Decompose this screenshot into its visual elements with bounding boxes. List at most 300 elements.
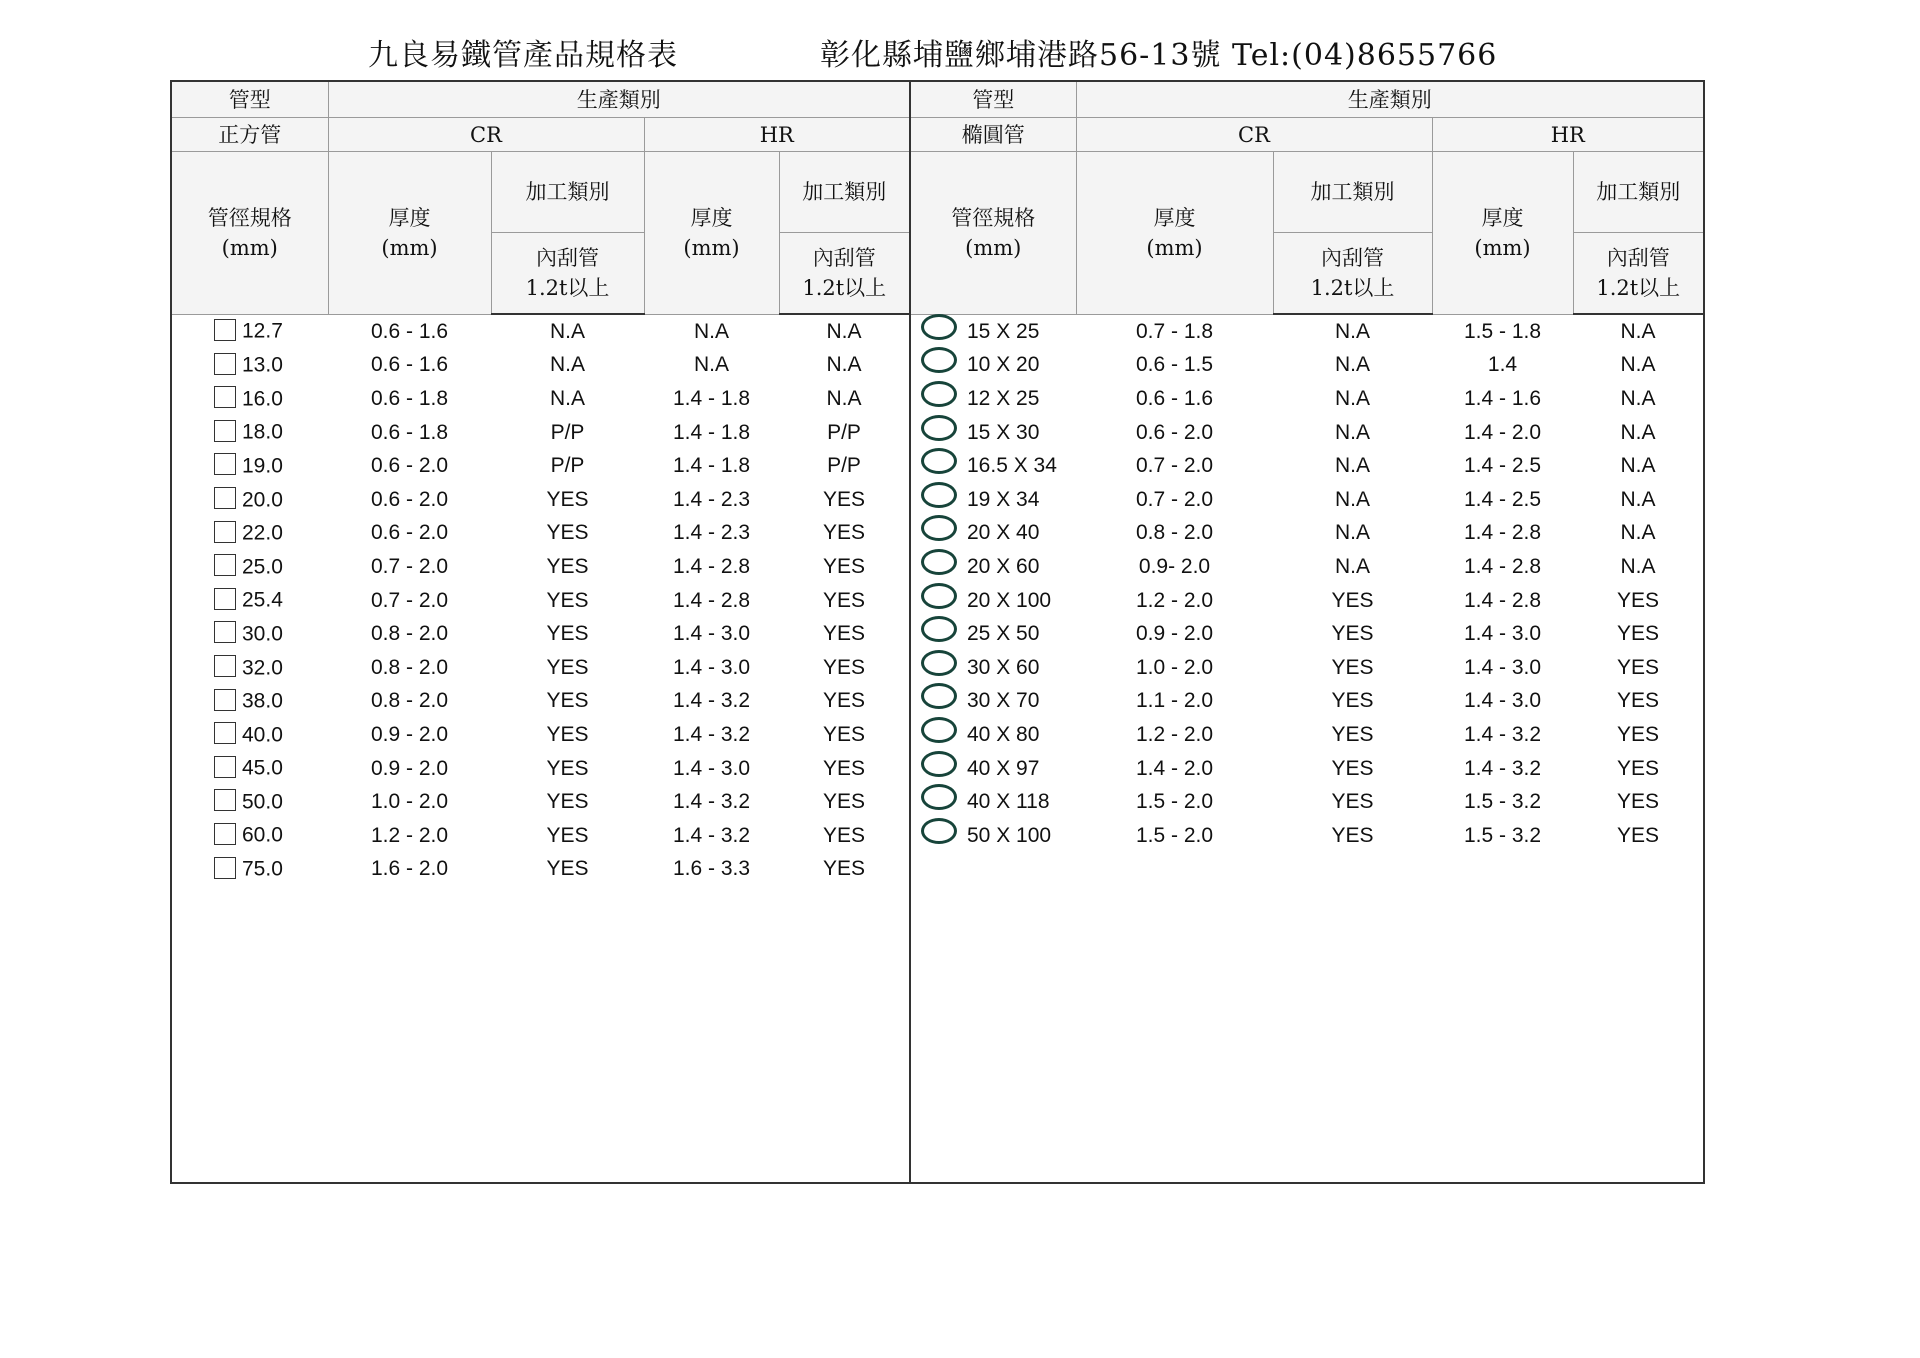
cr-thickness-cell: 0.7 - 1.8 xyxy=(1135,319,1214,343)
cr-inner-scraped-cell: YES xyxy=(546,588,589,612)
square-size-value: 19.0 xyxy=(242,454,283,478)
cr-thickness-cell: 1.6 - 2.0 xyxy=(370,857,449,881)
oval-size-value: 25 X 50 xyxy=(967,622,1040,646)
oval-outline-icon xyxy=(921,549,957,575)
oval-size-cell xyxy=(910,584,1076,618)
cr-thickness-cell: 0.8 - 2.0 xyxy=(370,622,449,646)
cr-thickness-cell: 0.8 - 2.0 xyxy=(370,689,449,713)
oval-outline-icon xyxy=(921,818,957,844)
oval-outline-icon xyxy=(921,784,957,810)
production-category-header: 生產類別 xyxy=(328,81,910,118)
hr-thickness-cell: 1.4 - 3.2 xyxy=(1463,756,1542,780)
table-header xyxy=(171,81,1704,314)
oval-size-cell xyxy=(910,416,1076,450)
cr-thickness-cell: 0.9 - 2.0 xyxy=(370,722,449,746)
hr-inner-scraped-cell: YES xyxy=(822,622,866,646)
inner-scraped-label: 內刮管 xyxy=(1321,246,1384,270)
pipe-size-label: 管徑規格 xyxy=(207,205,292,230)
oval-size-cell xyxy=(910,483,1076,517)
hr-thickness-cell: 1.4 xyxy=(1487,353,1518,377)
oval-size-value: 15 X 30 xyxy=(967,420,1040,444)
empty-cell xyxy=(644,886,779,1183)
hr-thickness-cell: 1.5 - 3.2 xyxy=(1463,823,1542,847)
oval-outline-icon xyxy=(921,448,957,474)
table-row xyxy=(171,651,1704,685)
cr-inner-scraped-cell: YES xyxy=(546,722,589,746)
table-row xyxy=(171,617,1704,651)
hr-thickness-cell: 1.4 - 3.2 xyxy=(1463,722,1542,746)
square-outline-icon xyxy=(214,521,236,543)
hr-inner-scraped-cell: YES xyxy=(1616,756,1660,780)
hr-thickness-cell: 1.4 - 1.8 xyxy=(672,454,751,478)
hr-inner-scraped-cell: YES xyxy=(822,554,866,578)
square-size-cell xyxy=(171,517,328,551)
oval-size-cell xyxy=(910,349,1076,383)
square-outline-icon xyxy=(214,453,236,475)
pipe-size-header xyxy=(171,152,328,315)
empty-cell xyxy=(171,886,328,1183)
square-size-value: 18.0 xyxy=(242,420,283,444)
square-size-value: 50.0 xyxy=(242,790,283,814)
cr-inner-scraped-cell: YES xyxy=(1331,588,1374,612)
cr-processing-header: 加工類別 xyxy=(491,152,644,233)
oval-size-cell xyxy=(910,651,1076,685)
thickness-label: 厚度 xyxy=(1481,205,1524,230)
square-size-cell xyxy=(171,349,328,383)
hr-inner-scraped-cell: YES xyxy=(1616,588,1660,612)
oval-size-value: 12 X 25 xyxy=(967,386,1040,410)
cr-inner-scraped-cell: YES xyxy=(546,689,589,713)
square-size-value: 13.0 xyxy=(242,353,283,377)
square-outline-icon xyxy=(214,554,236,576)
oval-size-value: 19 X 34 xyxy=(967,487,1040,511)
hr-inner-scraped-cell: YES xyxy=(1616,622,1660,646)
cr-inner-scraped-cell: YES xyxy=(1331,756,1374,780)
square-size-value: 38.0 xyxy=(242,689,283,713)
hr-thickness-cell: 1.4 - 2.8 xyxy=(1463,554,1542,578)
empty-cell xyxy=(1432,886,1573,1183)
hr-inner-scraped-cell: N.A xyxy=(1620,554,1656,578)
square-size-value: 22.0 xyxy=(242,521,283,545)
hr-thickness-cell: 1.4 - 3.2 xyxy=(672,823,751,847)
square-pipe-label: 正方管 xyxy=(171,118,328,152)
square-outline-icon xyxy=(214,689,236,711)
hr-thickness-cell: 1.4 - 3.2 xyxy=(672,790,751,814)
hr-inner-scraped-cell: YES xyxy=(1616,722,1660,746)
table-row xyxy=(171,685,1704,719)
inner-scraped-header xyxy=(779,233,910,315)
hr-thickness-cell: 1.4 - 3.0 xyxy=(1463,622,1542,646)
page-title xyxy=(0,36,1920,78)
cr-inner-scraped-cell: N.A xyxy=(1334,319,1370,343)
cr-thickness-cell: 0.7 - 2.0 xyxy=(370,588,449,612)
cr-thickness-cell: 0.6 - 1.8 xyxy=(370,420,449,444)
hr-thickness-cell: N.A xyxy=(693,353,729,377)
oval-size-cell xyxy=(910,449,1076,483)
table-row xyxy=(171,584,1704,618)
oval-size-cell xyxy=(910,819,1076,853)
hr-thickness-cell: 1.4 - 2.3 xyxy=(672,521,751,545)
cr-thickness-cell: 1.0 - 2.0 xyxy=(1135,655,1214,679)
oval-size-value: 50 X 100 xyxy=(967,823,1052,847)
unit-label: (mm) xyxy=(1474,235,1531,260)
oval-size-value: 40 X 97 xyxy=(967,756,1040,780)
oval-outline-icon xyxy=(921,515,957,541)
unit-label: (mm) xyxy=(683,235,740,260)
square-size-cell xyxy=(171,416,328,450)
table-row xyxy=(171,483,1704,517)
oval-size-cell xyxy=(910,382,1076,416)
cr-inner-scraped-cell: YES xyxy=(546,622,589,646)
square-size-cell xyxy=(171,584,328,618)
oval-size-cell xyxy=(910,617,1076,651)
square-outline-icon xyxy=(214,789,236,811)
thickness-label: 厚度 xyxy=(1153,205,1196,230)
cr-thickness-cell: 0.9- 2.0 xyxy=(1138,554,1211,578)
square-size-cell xyxy=(171,550,328,584)
cr-thickness-cell: 0.8 - 2.0 xyxy=(370,655,449,679)
cr-thickness-cell: 1.5 - 2.0 xyxy=(1135,790,1214,814)
cr-thickness-cell: 1.2 - 2.0 xyxy=(370,823,449,847)
cr-thickness-cell: 0.6 - 2.0 xyxy=(1135,420,1214,444)
hr-thickness-header xyxy=(644,152,779,315)
oval-outline-icon xyxy=(921,347,957,373)
empty-cell xyxy=(491,886,644,1183)
table-body xyxy=(171,314,1704,1183)
thickness-label: 厚度 xyxy=(690,205,733,230)
hr-thickness-cell: 1.4 - 3.0 xyxy=(672,622,751,646)
hr-thickness-cell: 1.4 - 2.3 xyxy=(672,487,751,511)
square-size-value: 75.0 xyxy=(242,857,283,881)
cr-inner-scraped-cell: N.A xyxy=(549,353,585,377)
oval-size-cell xyxy=(910,685,1076,719)
oval-size-value: 40 X 118 xyxy=(967,790,1050,814)
empty-cell xyxy=(910,886,1076,1183)
hr-thickness-cell: 1.4 - 3.2 xyxy=(672,689,751,713)
hr-inner-scraped-cell: N.A xyxy=(1620,454,1656,478)
hr-inner-scraped-cell: YES xyxy=(1616,823,1660,847)
hr-inner-scraped-cell: N.A xyxy=(1620,319,1656,343)
cr-inner-scraped-cell: YES xyxy=(1331,689,1374,713)
square-outline-icon xyxy=(214,319,236,341)
square-size-value: 60.0 xyxy=(242,823,283,847)
oval-outline-icon xyxy=(921,415,957,441)
hr-thickness-cell: 1.6 - 3.3 xyxy=(672,857,751,881)
cr-thickness-cell: 0.9 - 2.0 xyxy=(1135,622,1214,646)
table-row xyxy=(171,449,1704,483)
square-size-value: 32.0 xyxy=(242,655,283,679)
empty-cell xyxy=(1273,886,1432,1183)
square-size-cell xyxy=(171,449,328,483)
cr-thickness-cell: 1.0 - 2.0 xyxy=(370,790,449,814)
cr-thickness-cell: 0.9 - 2.0 xyxy=(370,756,449,780)
cr-thickness-cell: 1.4 - 2.0 xyxy=(1135,756,1214,780)
square-outline-icon xyxy=(214,655,236,677)
square-outline-icon xyxy=(214,857,236,879)
table-row xyxy=(171,382,1704,416)
table-row xyxy=(171,416,1704,450)
hr-inner-scraped-cell xyxy=(1573,853,1704,887)
square-size-value: 30.0 xyxy=(242,622,283,646)
hr-inner-scraped-cell: YES xyxy=(822,655,866,679)
table-row xyxy=(171,349,1704,383)
oval-outline-icon xyxy=(921,751,957,777)
cr-thickness-cell: 0.6 - 1.6 xyxy=(1135,386,1214,410)
cr-thickness-cell: 0.6 - 1.5 xyxy=(1135,353,1214,377)
hr-thickness-cell: 1.4 - 3.0 xyxy=(672,655,751,679)
pipe-size-header xyxy=(910,152,1076,315)
cr-thickness-cell: 1.5 - 2.0 xyxy=(1135,823,1214,847)
square-size-cell xyxy=(171,785,328,819)
oval-size-cell xyxy=(910,314,1076,349)
oval-outline-icon xyxy=(921,683,957,709)
hr-thickness-cell: 1.4 - 3.0 xyxy=(672,756,751,780)
unit-label: (mm) xyxy=(221,235,278,260)
cr-thickness-cell: 0.6 - 1.6 xyxy=(370,353,449,377)
hr-inner-scraped-cell: P/P xyxy=(827,454,861,478)
oval-size-cell xyxy=(910,752,1076,786)
cr-inner-scraped-cell: YES xyxy=(1331,622,1374,646)
oval-size-value: 20 X 60 xyxy=(967,554,1040,578)
square-outline-icon xyxy=(214,353,236,375)
table-row xyxy=(171,314,1704,349)
cr-header: CR xyxy=(1076,118,1432,152)
hr-inner-scraped-cell: N.A xyxy=(1620,487,1656,511)
cr-inner-scraped-cell: N.A xyxy=(1334,521,1370,545)
hr-inner-scraped-cell: YES xyxy=(822,857,866,881)
square-size-cell xyxy=(171,382,328,416)
hr-header: HR xyxy=(644,118,910,152)
cr-header: CR xyxy=(328,118,644,152)
cr-inner-scraped-cell: N.A xyxy=(1334,487,1370,511)
hr-thickness-cell: 1.4 - 2.8 xyxy=(672,554,751,578)
hr-inner-scraped-cell: YES xyxy=(822,521,866,545)
oval-size-value: 30 X 70 xyxy=(967,689,1040,713)
thickness-min-label: 1.2t以上 xyxy=(1310,276,1395,300)
cr-inner-scraped-cell: N.A xyxy=(549,386,585,410)
hr-inner-scraped-cell: YES xyxy=(822,487,866,511)
square-size-cell xyxy=(171,853,328,887)
cr-thickness-header xyxy=(1076,152,1273,315)
cr-inner-scraped-cell: YES xyxy=(546,655,589,679)
hr-thickness-cell: 1.4 - 1.6 xyxy=(1463,386,1542,410)
empty-space xyxy=(171,886,1704,1183)
cr-inner-scraped-cell: N.A xyxy=(1334,353,1370,377)
oval-size-cell xyxy=(910,718,1076,752)
empty-cell xyxy=(1573,886,1704,1183)
company-title: 九良易鐵管產品規格表 xyxy=(368,38,678,73)
oval-size-cell xyxy=(910,785,1076,819)
square-outline-icon xyxy=(214,823,236,845)
hr-thickness-cell: 1.4 - 2.0 xyxy=(1463,420,1542,444)
hr-thickness-header xyxy=(1432,152,1573,315)
unit-label: (mm) xyxy=(381,235,438,260)
cr-inner-scraped-cell: YES xyxy=(1331,790,1374,814)
hr-thickness-cell: N.A xyxy=(693,319,729,343)
square-size-value: 25.4 xyxy=(242,588,283,612)
cr-thickness-cell: 1.2 - 2.0 xyxy=(1135,722,1214,746)
cr-thickness-cell: 0.6 - 2.0 xyxy=(370,521,449,545)
pipe-type-header: 管型 xyxy=(910,81,1076,118)
hr-thickness-cell: 1.5 - 3.2 xyxy=(1463,790,1542,814)
square-size-value: 12.7 xyxy=(242,319,283,343)
square-size-cell xyxy=(171,718,328,752)
cr-thickness-cell: 1.2 - 2.0 xyxy=(1135,588,1214,612)
cr-thickness-cell: 0.6 - 2.0 xyxy=(370,487,449,511)
inner-scraped-header xyxy=(491,233,644,315)
oval-size-value: 20 X 40 xyxy=(967,521,1040,545)
thickness-label: 厚度 xyxy=(388,205,431,230)
hr-inner-scraped-cell: YES xyxy=(1616,689,1660,713)
hr-inner-scraped-cell: YES xyxy=(822,790,866,814)
hr-inner-scraped-cell: N.A xyxy=(1620,420,1656,444)
cr-inner-scraped-cell: YES xyxy=(546,554,589,578)
inner-scraped-label: 內刮管 xyxy=(536,246,599,270)
cr-thickness-cell: 0.7 - 2.0 xyxy=(1135,487,1214,511)
hr-processing-header: 加工類別 xyxy=(779,152,910,233)
cr-inner-scraped-cell: YES xyxy=(546,790,589,814)
table-row xyxy=(171,550,1704,584)
empty-cell xyxy=(779,886,910,1183)
cr-inner-scraped-cell xyxy=(1273,853,1432,887)
hr-thickness-cell: 1.4 - 1.8 xyxy=(672,386,751,410)
cr-inner-scraped-cell: N.A xyxy=(1334,554,1370,578)
cr-inner-scraped-cell: N.A xyxy=(549,319,585,343)
hr-inner-scraped-cell: YES xyxy=(822,722,866,746)
oval-size-cell xyxy=(910,550,1076,584)
thickness-min-label: 1.2t以上 xyxy=(1596,276,1681,300)
hr-thickness-cell xyxy=(1432,853,1573,887)
hr-header: HR xyxy=(1432,118,1704,152)
square-size-value: 40.0 xyxy=(242,723,283,747)
table-row xyxy=(171,752,1704,786)
hr-inner-scraped-cell: YES xyxy=(822,823,866,847)
oval-outline-icon xyxy=(921,717,957,743)
company-address: 彰化縣埔鹽鄉埔港路56-13號 Tel:(04)8655766 xyxy=(820,38,1498,73)
cr-thickness-cell: 0.6 - 1.6 xyxy=(370,319,449,343)
cr-inner-scraped-cell: YES xyxy=(1331,655,1374,679)
hr-thickness-cell: 1.4 - 3.2 xyxy=(672,722,751,746)
hr-thickness-cell: 1.4 - 2.8 xyxy=(1463,521,1542,545)
hr-thickness-cell: 1.4 - 1.8 xyxy=(672,420,751,444)
pipe-type-header: 管型 xyxy=(171,81,328,118)
hr-thickness-cell: 1.4 - 3.0 xyxy=(1463,689,1542,713)
square-outline-icon xyxy=(214,722,236,744)
cr-thickness-cell xyxy=(1076,853,1273,887)
hr-inner-scraped-cell: N.A xyxy=(1620,386,1656,410)
table-row xyxy=(171,853,1704,887)
cr-inner-scraped-cell: YES xyxy=(1331,823,1374,847)
hr-inner-scraped-cell: N.A xyxy=(826,386,862,410)
hr-inner-scraped-cell: YES xyxy=(822,588,866,612)
table-row xyxy=(171,785,1704,819)
hr-thickness-cell: 1.4 - 2.8 xyxy=(672,588,751,612)
square-size-cell xyxy=(171,314,328,349)
cr-inner-scraped-cell: YES xyxy=(546,823,589,847)
hr-thickness-cell: 1.5 - 1.8 xyxy=(1463,319,1542,343)
oval-outline-icon xyxy=(921,482,957,508)
cr-thickness-header xyxy=(328,152,491,315)
inner-scraped-header xyxy=(1273,233,1432,315)
hr-inner-scraped-cell: N.A xyxy=(1620,521,1656,545)
cr-thickness-cell: 0.6 - 2.0 xyxy=(370,454,449,478)
oval-outline-icon xyxy=(921,583,957,609)
cr-inner-scraped-cell: YES xyxy=(546,521,589,545)
cr-inner-scraped-cell: YES xyxy=(546,756,589,780)
oval-size-value: 20 X 100 xyxy=(967,588,1052,612)
hr-inner-scraped-cell: N.A xyxy=(826,353,862,377)
oval-size-cell xyxy=(910,517,1076,551)
oval-size-value: 16.5 X 34 xyxy=(967,454,1057,478)
oval-outline-icon xyxy=(921,381,957,407)
square-outline-icon xyxy=(214,756,236,778)
cr-thickness-cell: 0.7 - 2.0 xyxy=(370,554,449,578)
hr-inner-scraped-cell: N.A xyxy=(826,319,862,343)
pipe-size-label: 管徑規格 xyxy=(951,205,1036,230)
oval-size-cell xyxy=(910,853,1076,887)
square-size-value: 16.0 xyxy=(242,387,283,411)
cr-processing-header: 加工類別 xyxy=(1273,152,1432,233)
square-outline-icon xyxy=(214,420,236,442)
table-row xyxy=(171,517,1704,551)
square-size-cell xyxy=(171,483,328,517)
spec-table xyxy=(170,80,1705,1184)
hr-thickness-cell: 1.4 - 3.0 xyxy=(1463,655,1542,679)
cr-inner-scraped-cell: N.A xyxy=(1334,454,1370,478)
inner-scraped-label: 內刮管 xyxy=(1606,246,1670,270)
empty-cell xyxy=(1076,886,1273,1183)
cr-inner-scraped-cell: N.A xyxy=(1334,386,1370,410)
hr-inner-scraped-cell: YES xyxy=(822,689,866,713)
table-row xyxy=(171,718,1704,752)
hr-inner-scraped-cell: N.A xyxy=(1620,353,1656,377)
square-outline-icon xyxy=(214,386,236,408)
cr-inner-scraped-cell: P/P xyxy=(550,420,585,444)
cr-thickness-cell: 1.1 - 2.0 xyxy=(1135,689,1214,713)
cr-inner-scraped-cell: P/P xyxy=(550,454,585,478)
cr-inner-scraped-cell: YES xyxy=(1331,722,1374,746)
square-size-value: 25.0 xyxy=(242,555,283,579)
hr-inner-scraped-cell: YES xyxy=(1616,655,1660,679)
oval-pipe-label: 橢圓管 xyxy=(910,118,1076,152)
square-outline-icon xyxy=(214,487,236,509)
oval-size-value: 40 X 80 xyxy=(967,722,1040,746)
square-size-cell xyxy=(171,651,328,685)
oval-size-value: 10 X 20 xyxy=(967,353,1040,377)
square-size-cell xyxy=(171,685,328,719)
hr-inner-scraped-cell: YES xyxy=(1616,790,1660,814)
oval-size-value: 15 X 25 xyxy=(967,319,1040,343)
hr-thickness-cell: 1.4 - 2.5 xyxy=(1463,454,1542,478)
unit-label: (mm) xyxy=(1146,235,1203,260)
cr-thickness-cell: 0.7 - 2.0 xyxy=(1135,454,1214,478)
hr-inner-scraped-cell: YES xyxy=(822,756,866,780)
inner-scraped-header xyxy=(1573,233,1704,315)
unit-label: (mm) xyxy=(965,235,1022,260)
hr-thickness-cell: 1.4 - 2.5 xyxy=(1463,487,1542,511)
oval-outline-icon xyxy=(921,314,957,340)
oval-outline-icon xyxy=(921,616,957,642)
square-size-value: 20.0 xyxy=(242,487,283,511)
thickness-min-label: 1.2t以上 xyxy=(802,276,887,300)
cr-thickness-cell: 0.6 - 1.8 xyxy=(370,386,449,410)
square-size-cell xyxy=(171,819,328,853)
square-outline-icon xyxy=(214,621,236,643)
table-row xyxy=(171,819,1704,853)
square-size-cell xyxy=(171,617,328,651)
thickness-min-label: 1.2t以上 xyxy=(525,276,610,300)
hr-inner-scraped-cell: P/P xyxy=(827,420,861,444)
